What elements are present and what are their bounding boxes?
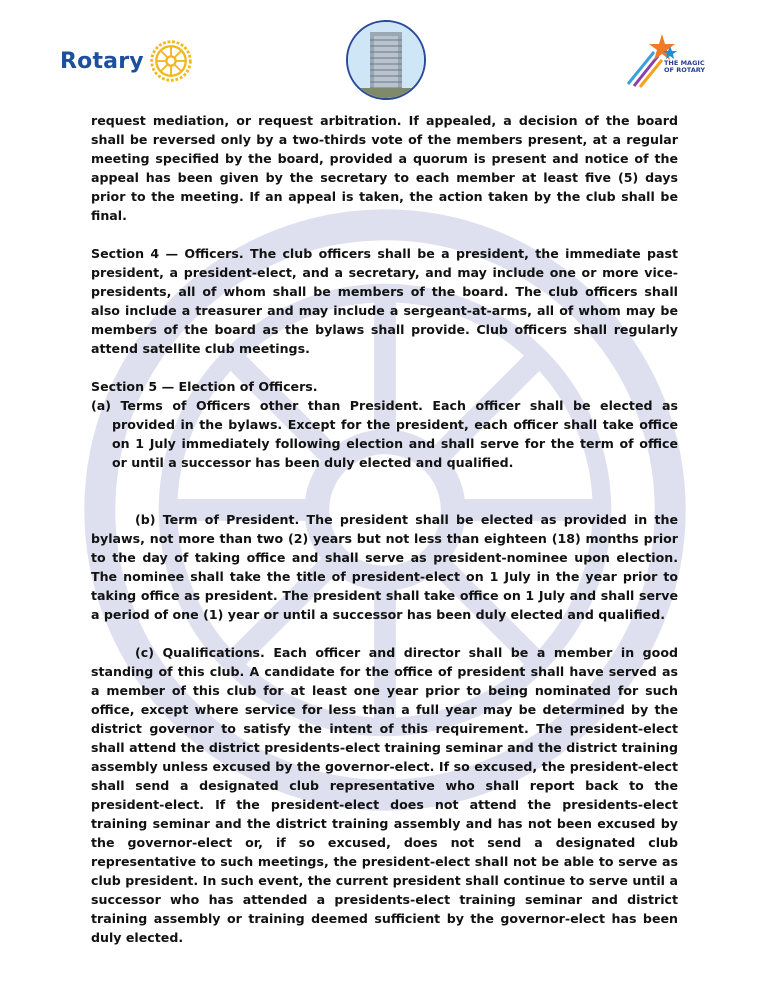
section-5-heading: Section 5 — Election of Officers. (91, 379, 318, 394)
magic-line-2: OF ROTARY (664, 66, 706, 74)
building-photo-badge (346, 20, 426, 100)
rotary-wordmark: Rotary (60, 48, 144, 74)
rotary-wheel-icon (148, 38, 194, 84)
document-body (91, 111, 678, 947)
section-4-officers: Section 4 — Officers. The club officers shall be a president, the immediate past president, a president-elect, and a secretary, and may include one or more vice-presidents, all of whom shall be members of the board. The club officers shall also include a treasurer and may include a sergeant-at-arms, all of whom may be members of the board as the bylaws shall provide. Club officers shall regularly attend satellite club meetings. (91, 246, 678, 356)
magic-of-rotary-logo (664, 60, 705, 74)
magic-line-1: THE MAGIC (664, 59, 705, 67)
item-a-terms-of-officers: (a) Terms of Officers other than President. Each officer shall be elected as provided in the bylaws. Except for the president, each officer shall take office on 1 July immediately following election and shall serve for the term of office or until a successor has been duly elected and qualified. (91, 398, 678, 470)
building-icon (348, 22, 424, 98)
paragraph-appeal: request mediation, or request arbitration. If appealed, a decision of the board shall be reversed only by a two-thirds vote of the members present, at a regular meeting specified by the board, provided a quorum is present and notice of the appeal has been given by the secretary to each member at least five (5) days prior to the meeting. If an appeal is taken, the action taken by the club shall be final. (91, 113, 678, 223)
item-c-qualifications: (c) Qualifications. Each officer and director shall be a member in good standing of this club. A candidate for the office of president shall have served as a member of this club for at least one year prior to being nominated for such office, except where service for less than a full year may be determined by the district governor to satisfy the intent of this requirement. The president-elect shall attend the district presidents-elect training seminar and the district training assembly unless excused by the governor-elect. If so excused, the president-elect shall send a designated club representative who shall report back to the president-elect. If the president-elect does not attend the presidents-elect training seminar and the district training assembly and has not been excused by the governor-elect or, if so excused, does not send a designated club representative to such meetings, the president-elect shall not be able to serve as club president. In such event, the current president shall continue to serve until a successor who has attended a presidents-elect training seminar and district training assembly or training deemed sufficient by the governor-elect has been duly elected. (91, 645, 678, 945)
item-b-term-of-president: (b) Term of President. The president shall be elected as provided in the bylaws, not more than two (2) years but not less than eighteen (18) months prior to the day of taking office and shall serve as president-nominee upon election. The nominee shall take the title of president-elect on 1 July in the year prior to taking office as president. The president shall take office on 1 July and shall serve a period of one (1) year or until a successor has been duly elected and qualified. (91, 512, 678, 622)
rotary-logo (60, 36, 194, 86)
